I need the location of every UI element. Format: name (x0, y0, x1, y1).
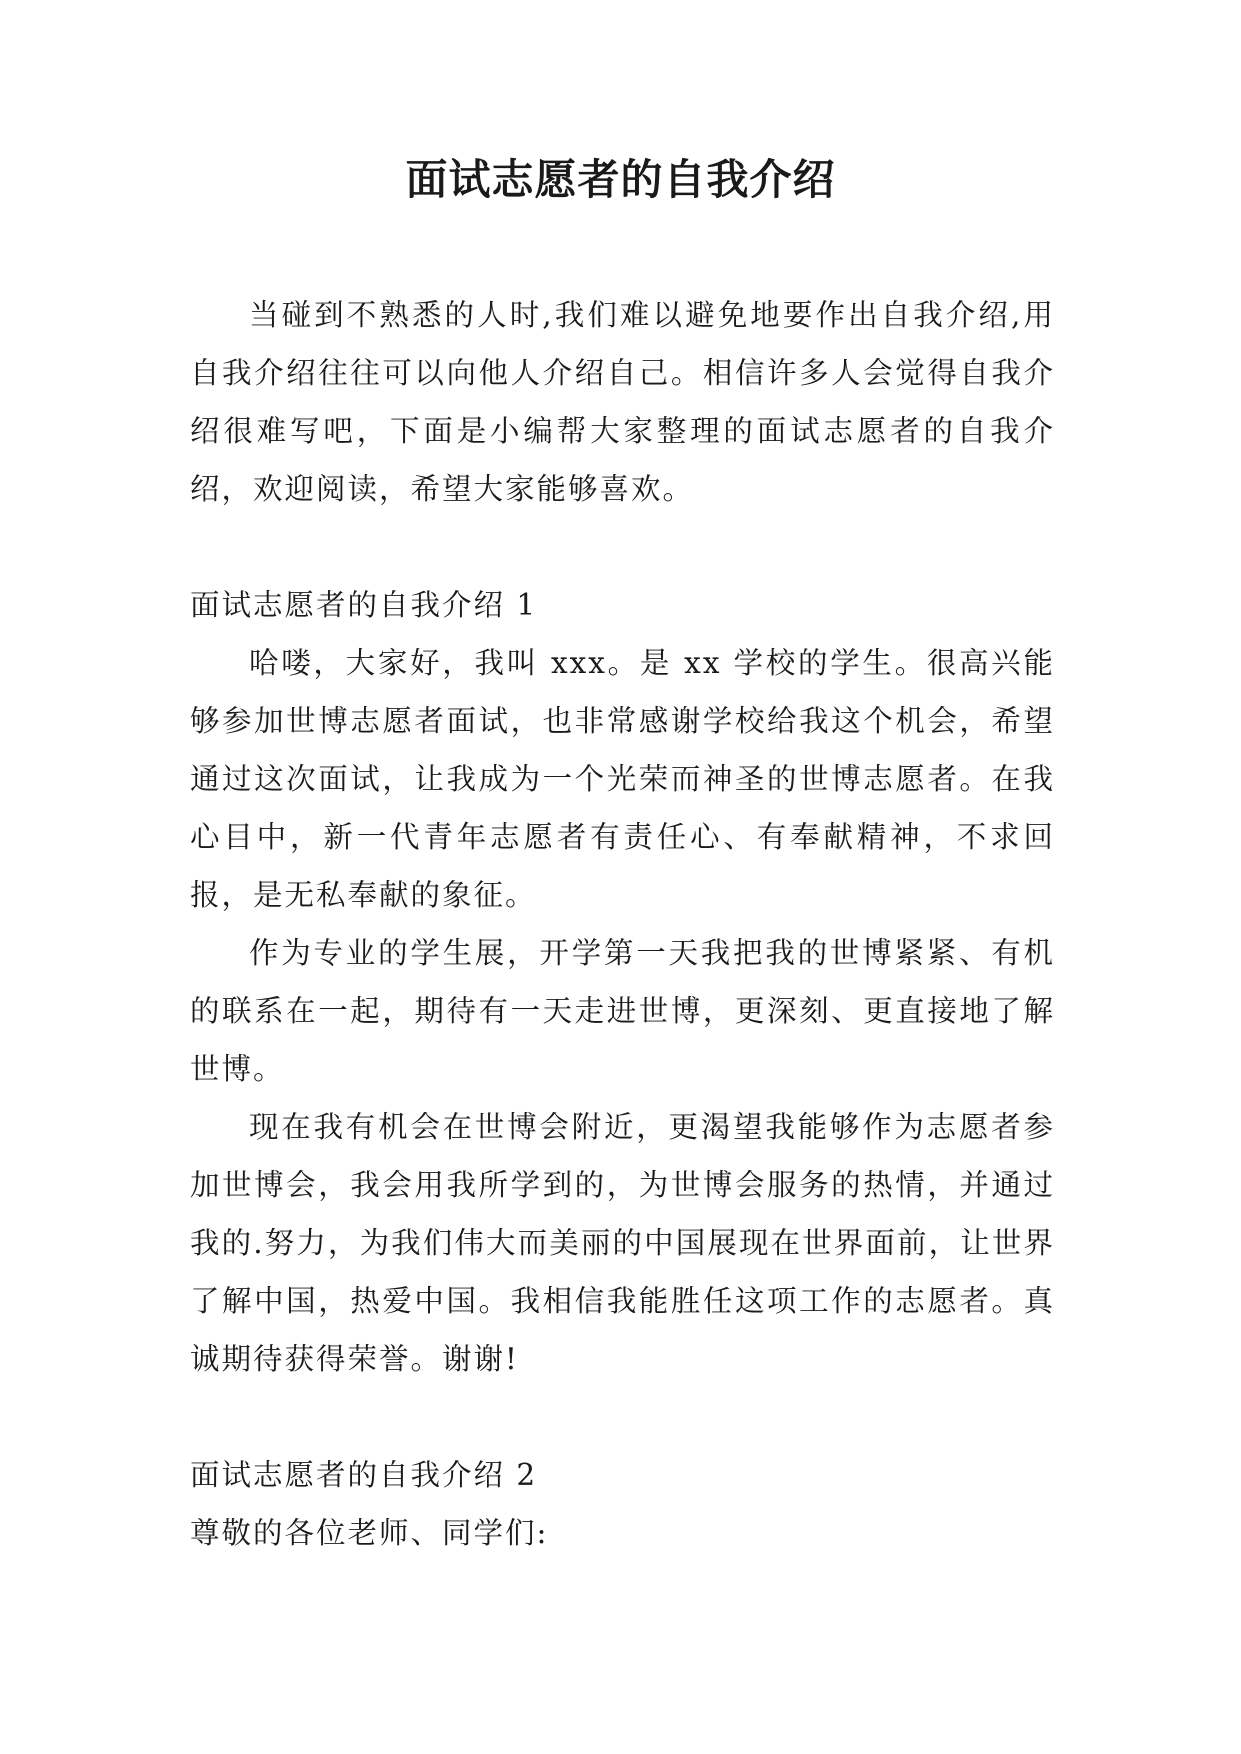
section-1-paragraph-3: 现在我有机会在世博会附近，更渴望我能够作为志愿者参加世博会，我会用我所学到的，为世博会服务的热情，并通过我的.努力，为我们伟大而美丽的中国展现在世界面前，让世界了解中国，热爱中国。我相信我能胜任这项工作的志愿者。真诚期待获得荣誉。谢谢! (190, 1110, 1055, 1376)
document-title: 面试志愿者的自我介绍 (405, 155, 836, 204)
section-1-paragraph-2: 作为专业的学生展，开学第一天我把我的世博紧紧、有机的联系在一起，期待有一天走进世博，更深刻、更直接地了解世博。 (190, 936, 1055, 1086)
section-2-heading: 面试志愿者的自我介绍 2 (190, 1458, 538, 1492)
section-spacer (190, 1388, 1055, 1446)
document-body (190, 286, 1055, 1562)
section-2-greeting: 尊敬的各位老师、同学们: (190, 1516, 549, 1550)
section-1-paragraph-1: 哈喽，大家好，我叫 xxx。是 xx 学校的学生。很高兴能够参加世博志愿者面试，也非常感谢学校给我这个机会，希望通过这次面试，让我成为一个光荣而神圣的世博志愿者。在我心目中，新一代青年志愿者有责任心、有奉献精神，不求回报，是无私奉献的象征。 (190, 646, 1055, 912)
section-spacer (190, 518, 1055, 576)
section-1-heading: 面试志愿者的自我介绍 1 (190, 588, 538, 622)
intro-paragraph: 当碰到不熟悉的人时,我们难以避免地要作出自我介绍,用自我介绍往往可以向他人介绍自己。相信许多人会觉得自我介绍很难写吧，下面是小编帮大家整理的面试志愿者的自我介绍，欢迎阅读，希望大家能够喜欢。 (190, 298, 1055, 506)
